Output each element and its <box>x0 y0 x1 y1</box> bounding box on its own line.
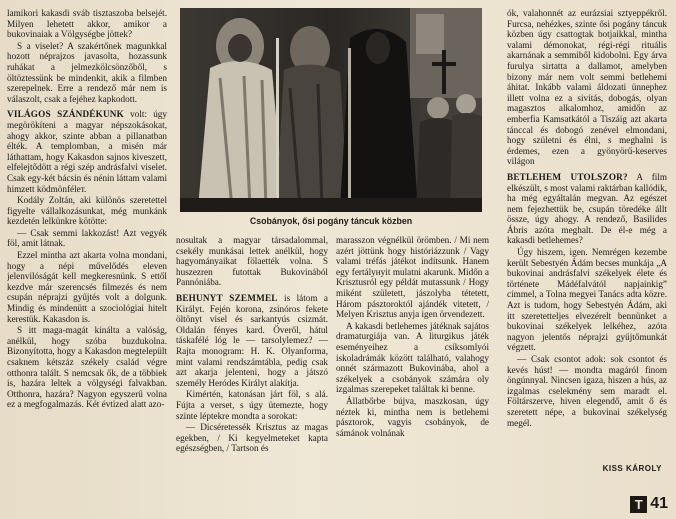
photo-illustration <box>180 8 482 212</box>
paragraph: nosultak a magyar társadalommal, csekély munkásai lettek anélkül, hogy hagyományaikat fölaették volna. S huszezren futottak Bukovinából Pannóniába. <box>176 235 328 288</box>
paragraph <box>7 109 167 194</box>
paragraph-text: volt: úgy megörökíteni a magyar népszokásokat, ahogy akkor, szinte abban a pillanatban élték. A templomban, a misén már láthattam, hogy Kakasdon sajnos kiveszett, elfelejtődött a régi szép andrásfalvi viselet. Csak egy-két bácsin és nénin láttam valami himzett ködmönféleт. <box>7 109 167 194</box>
text-column-2 <box>176 235 328 516</box>
paragraph: ók, valahonnét az eurázsiai sztyeppékről. Furcsa, nehézkes, szinte ősi pogány táncuk közben úgy csattogtak botjaikkal, minthа valami démonokat, régi-régi rituális akarnának a semmiből kidobolni. Egy árva furulya sirtatta a dallamot, amelyben bizony már nem volt semmi betlehemi áhitat. Inkább valami áldozati ünnephez illett volna ez a sivítás, dobogás, olyan magasztos alkalomhoz, amidőn az emberfia Kamsatkától a Tiszáig azt akarta tánccal és dobogó zenével elmondani, hogy születni és élni, s meghalni is érdemes, ezen a gyönyörű-keserves világon <box>507 8 667 167</box>
paragraph: — Dicséretessék Krisztus az magas egekben, / Ki kegyelmeteket kapta egészségben, / Tartson és <box>176 422 328 454</box>
magazine-logo-icon: T <box>630 496 647 513</box>
paragraph: lamikori kakasdi sváb tisztaszoba belsejét. Milyen lehetett akkor, amikor a bukovinaiak a Völgységbe jöttek? <box>7 8 167 40</box>
text-column-1 <box>7 8 167 516</box>
section-heading: BEHUNYT SZEMMEL <box>176 292 278 303</box>
paragraph <box>507 172 667 246</box>
paragraph: Állatbőrbe bújva, maszkosan, úgy néztek ki, mintha nem is betlehemi pásztorok, vagyis csobányok, de sámánok volnának <box>336 395 489 438</box>
paragraph: S itt maga-magát kínálta a valóság, anélkül, hogy szóba buzdukolna. Bizonyította, hogy a Kakasdon megtelepült csaknem kétszáz székely család végre otthonra talált. S nemcsak ők, de a többiek is, hazára leltek a völgységi falvakban. Otthonra, hazára? Nagyon egyszerű volna ez a megfogalmazás. Két évtized alatt azo- <box>7 325 167 410</box>
paragraph: A kakasdi betlehemes játéknak sajátos dramaturgiája van. A liturgikus játék eseményeihez a csíksomlyói iskoladrámák között található, valahogy onnét származott Bukovinába, ahol a székelyek a csobányok számára oly izgalmas szerepeket találtak ki benne. <box>336 320 489 395</box>
text-column-4 <box>507 8 667 462</box>
photo-caption: Csobányok, ősi pogány táncuk közben <box>249 216 413 226</box>
section-heading: VILÁGOS SZÁNDÉKUNK <box>7 109 124 120</box>
text-column-3 <box>336 235 489 516</box>
photo-csobanyok-dance <box>180 8 482 212</box>
paragraph: Kodály Zoltán, aki különös szeretettel figyelte vállalkozásunkat, még munkánk kezdetén lelkünkre kötötte: <box>7 195 167 227</box>
section-heading: BETLEHEM UTOLSZOR? <box>507 171 628 182</box>
paragraph: Kimértén, katonásan járt föl, s alá. Fújta a verset, s úgy ütemezte, hogy szinte léptekre mondta a sorokat: <box>176 389 328 421</box>
paragraph <box>176 293 328 388</box>
paragraph: — Csak csontot adok: sok csontot és kevés húst! — mondta magáról finom öngúnnyal. Nincsen igaza, hiszen a hús, az izgalmas cselekmény sem maradt el. Föltárszerve, hiven elegendő, amit ő és szeretett népe, a bukovinai székelység megél. <box>507 354 667 428</box>
paragraph: Ezzel mintha azt akarta volna mondani, hogy a népi művelődés eleven jelenvilóságát kell megkeresnünk. S ettől kezdve már szerencsés filmezés és nem csupán néprajzi gyűjtés volt a dolgunk. Mindig és mindenütt a szociológiai hitelt kerestük. Kakasdon is. <box>7 250 167 324</box>
paragraph: Úgy hiszem, igen. Nemrégen kezembe került Sebestyén Ádám becses munkája „A bukovinai andrásfalvi székelyek élete és története Mádéfalvától napjainkig” címmel, a Tolna megyei Tanács adta közre. Azt is tudom, hogy Sebestyén Ádám, aki itt szeretetteljes elvezérelt bennünket a bukovinai székelyek lelkéhez, azóta nagyon jelentős néprajzi gyűjtőmunkát végzett. <box>507 247 667 353</box>
paragraph-text: is látom a Királyt. Fején korona, zsinóros fekete öltönyt visel és sarkantyús csizmát. Oldalán fényes kard. Överől, hátul táskafélé lóg le — tarsolylemez? — Rajta monogram: H. K. Olyanforma, mint valami rendszámtábla, pedig csak azt akarja jelenteni, hogy a játszó személy Heródes Királyt alakítja. <box>176 292 328 388</box>
author-signature: KISS KÁROLY <box>602 464 662 473</box>
paragraph: — Csak semmi lakkozást! Azt vegyék föl, amit látnak. <box>7 227 167 249</box>
paragraph-text: A film elkészült, s most valami raktárban kallódik, ha még egyáltalán megvan. Az egészet nem fejezhettük be, csupán töredéke állt össze, úgy ahogy. A rendező, Basilides Ábris azóta meghalt. De él-e még a kakasdi betlehemes? <box>507 171 667 246</box>
paragraph: marasszon végnélkül örömben. / Mi nem azért jöttünk hogy históriázzunk / Vagy valami tréfás játékot indítsunk. Hanem egy fertályнyit mulatni akarunk. Midőn a Krisztusról egy példát mutassunk / Hogy miként született, jászolyba tétetett, Három pásztoroktól ajándék vitetett, / Melyen Krisztus anyja igen örvendezett. <box>336 235 489 320</box>
page-number: 41 <box>650 495 668 512</box>
paragraph: S a viselet? A szakértőnek magunkkal hozott néprajzos javasolta, hozassunk ruhákat a jelmezkölcsönzőből, s öltöztessünk be mindenkit, akik a filmben szerepelnek. Erre a rendező már nem is válaszolt, csak a fejéhez kapkodott. <box>7 40 167 104</box>
page-footer <box>630 495 668 513</box>
